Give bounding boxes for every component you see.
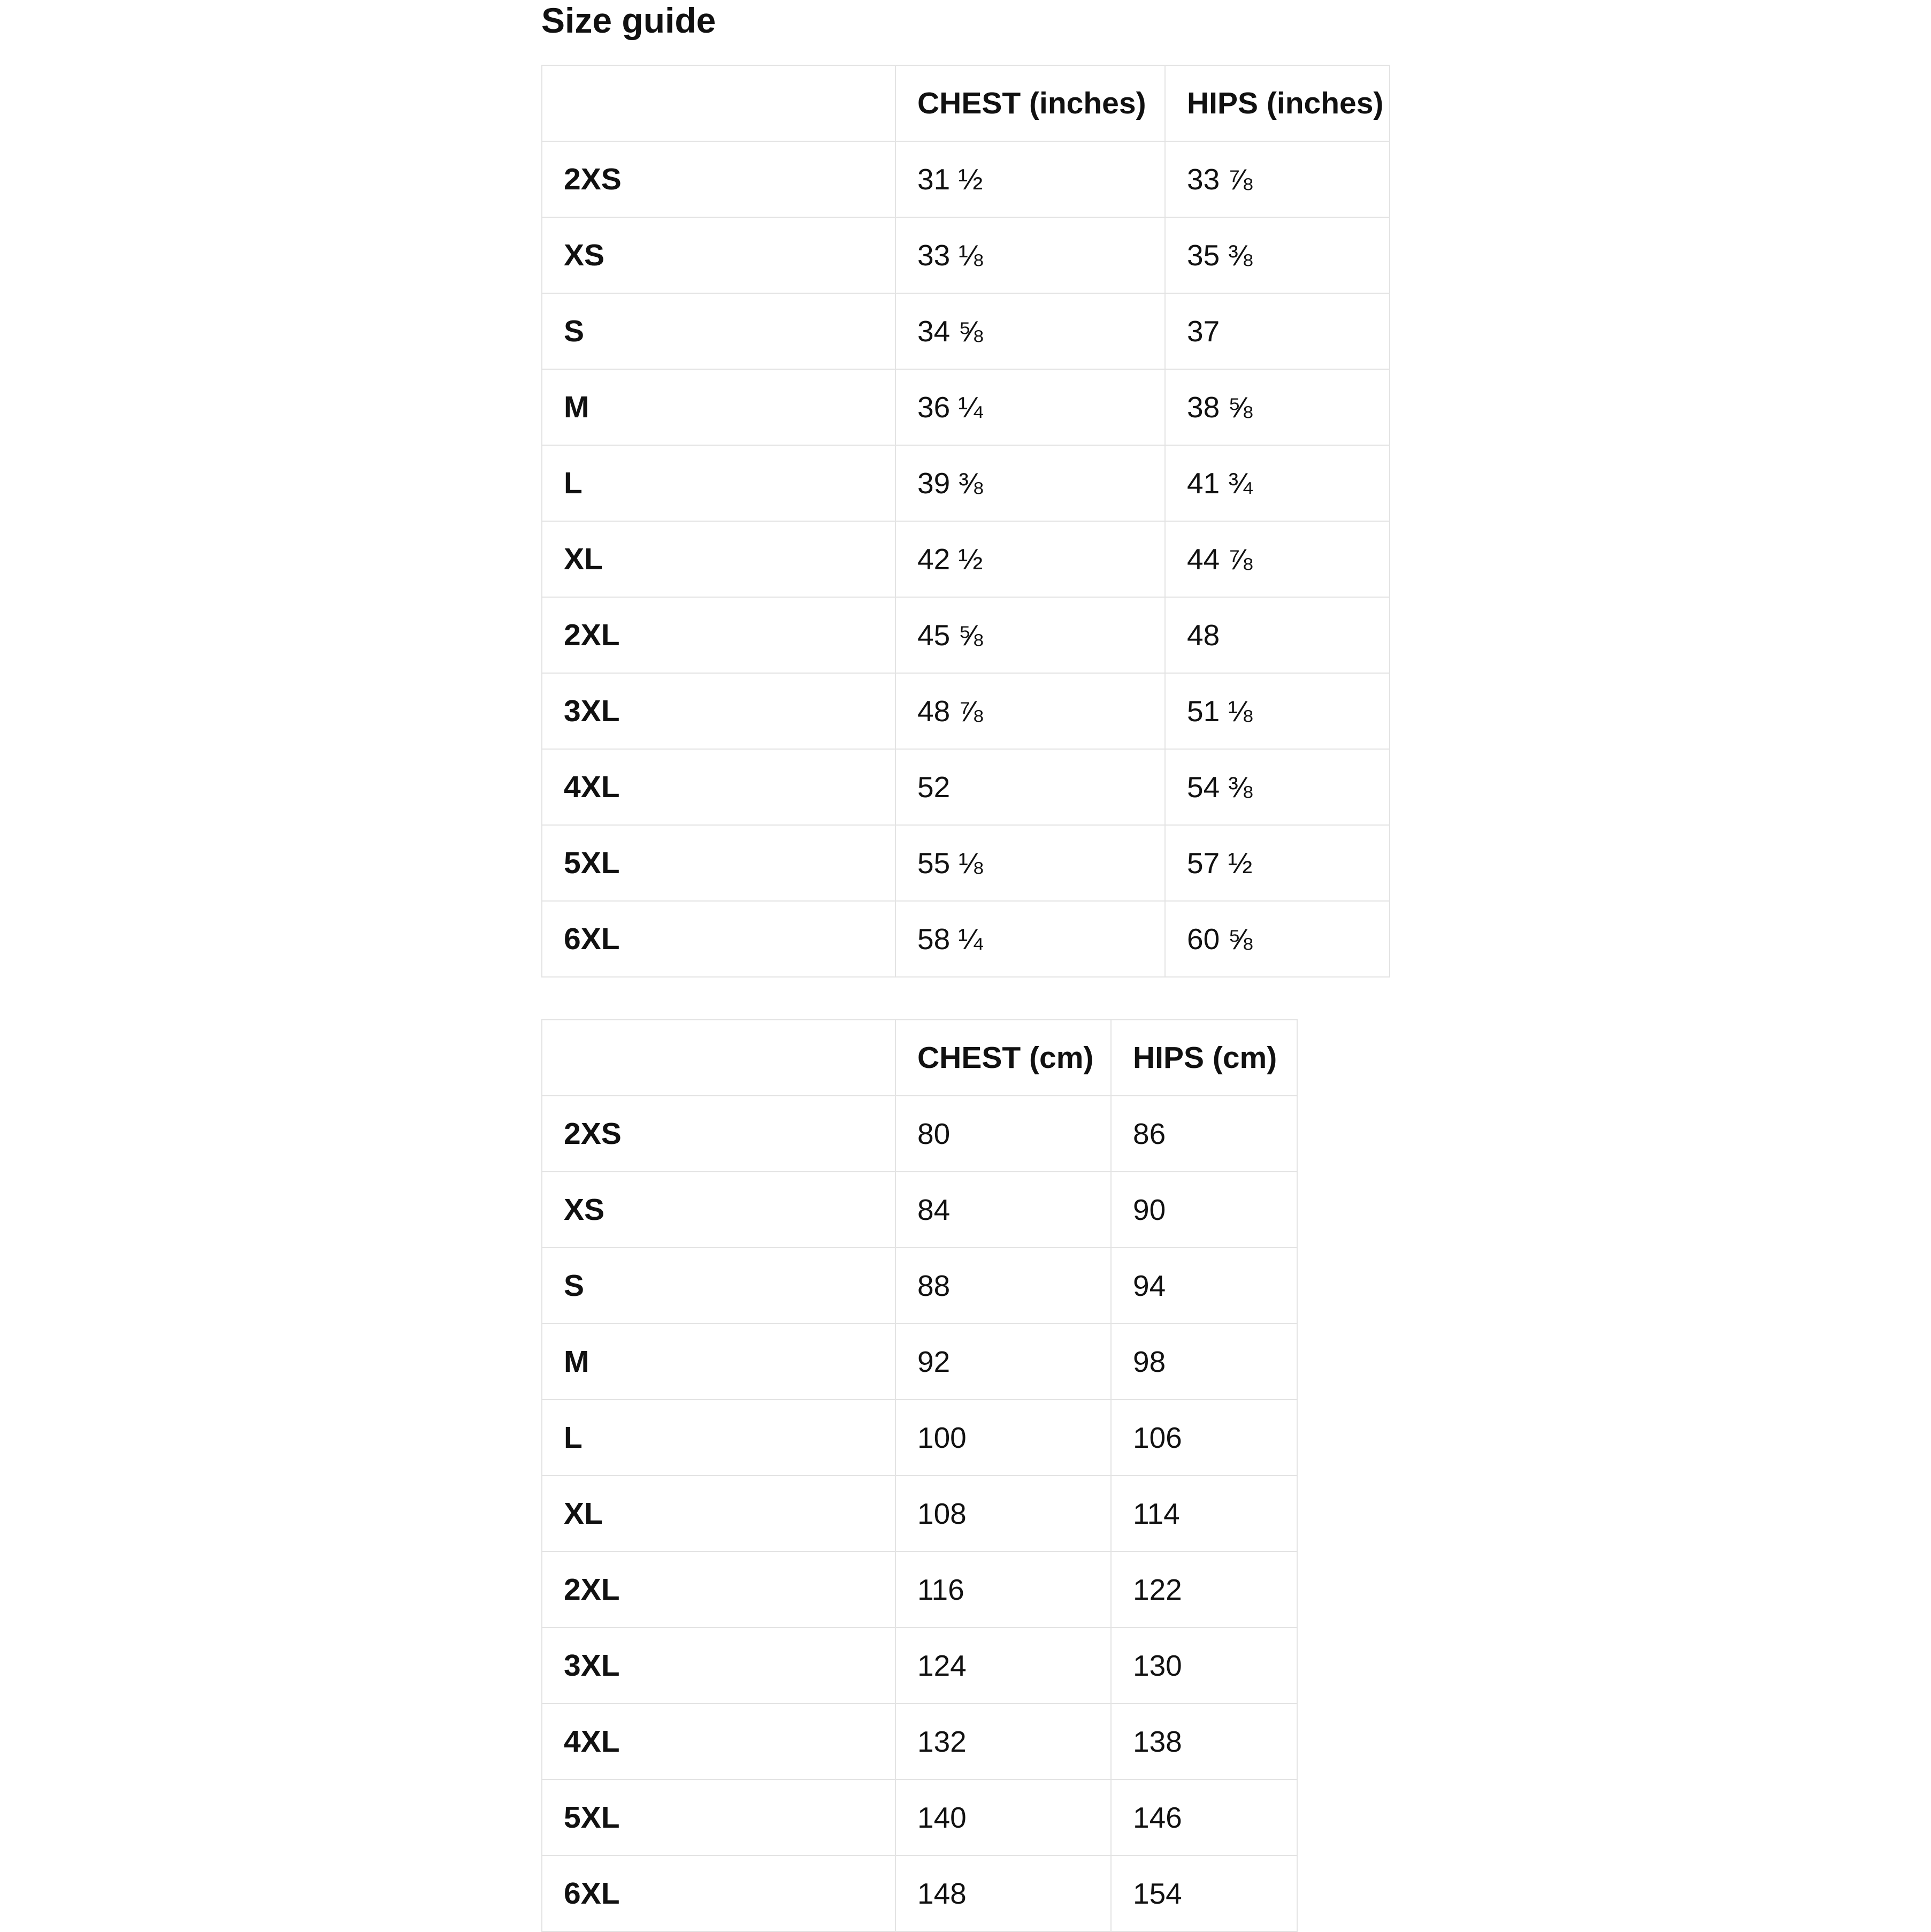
- page-title: Size guide: [541, 1, 716, 40]
- table-row: [542, 901, 1390, 977]
- chest-value-cell: 33 ⅛: [895, 217, 1165, 293]
- column-header-empty: [542, 1020, 895, 1096]
- size-label-cell: L: [542, 1400, 895, 1476]
- chest-value-cell: 48 ⅞: [895, 673, 1165, 749]
- hips-value-cell: 35 ⅜: [1165, 217, 1390, 293]
- table-row: [542, 825, 1390, 901]
- hips-value-cell: 33 ⅞: [1165, 141, 1390, 217]
- hips-value-cell: 122: [1111, 1552, 1297, 1628]
- hips-value-cell: 138: [1111, 1704, 1297, 1780]
- hips-value-cell: 38 ⅝: [1165, 369, 1390, 445]
- table-row: [542, 1248, 1297, 1324]
- size-label-cell: M: [542, 369, 895, 445]
- size-label-cell: 6XL: [542, 1855, 895, 1931]
- table-row: [542, 1552, 1297, 1628]
- size-label-cell: 6XL: [542, 901, 895, 977]
- size-label-cell: XL: [542, 521, 895, 597]
- chest-value-cell: 100: [895, 1400, 1111, 1476]
- table-row: [542, 749, 1390, 825]
- table-row: [542, 1400, 1297, 1476]
- size-label-cell: 2XL: [542, 597, 895, 673]
- chest-value-cell: 140: [895, 1780, 1111, 1855]
- chest-value-cell: 92: [895, 1324, 1111, 1400]
- chest-value-cell: 108: [895, 1476, 1111, 1552]
- hips-value-cell: 41 ¾: [1165, 445, 1390, 521]
- size-label-cell: 2XS: [542, 141, 895, 217]
- chest-value-cell: 39 ⅜: [895, 445, 1165, 521]
- size-table-cm: [541, 1019, 1298, 1932]
- chest-value-cell: 84: [895, 1172, 1111, 1248]
- chest-value-cell: 132: [895, 1704, 1111, 1780]
- header-row: [542, 65, 1390, 141]
- table-row: [542, 1704, 1297, 1780]
- size-label-cell: XS: [542, 217, 895, 293]
- size-label-cell: L: [542, 445, 895, 521]
- header-row: [542, 1020, 1297, 1096]
- size-label-cell: M: [542, 1324, 895, 1400]
- size-label-cell: 5XL: [542, 1780, 895, 1855]
- chest-value-cell: 31 ½: [895, 141, 1165, 217]
- chest-value-cell: 52: [895, 749, 1165, 825]
- hips-value-cell: 48: [1165, 597, 1390, 673]
- hips-value-cell: 44 ⅞: [1165, 521, 1390, 597]
- chest-value-cell: 55 ⅛: [895, 825, 1165, 901]
- column-header-chest-cm: CHEST (cm): [895, 1020, 1111, 1096]
- size-label-cell: XL: [542, 1476, 895, 1552]
- hips-value-cell: 154: [1111, 1855, 1297, 1931]
- size-label-cell: 3XL: [542, 1628, 895, 1704]
- hips-value-cell: 57 ½: [1165, 825, 1390, 901]
- chest-value-cell: 88: [895, 1248, 1111, 1324]
- hips-value-cell: 90: [1111, 1172, 1297, 1248]
- size-label-cell: 4XL: [542, 749, 895, 825]
- hips-value-cell: 86: [1111, 1096, 1297, 1172]
- size-label-cell: XS: [542, 1172, 895, 1248]
- table-row: [542, 293, 1390, 369]
- chest-value-cell: 45 ⅝: [895, 597, 1165, 673]
- size-label-cell: S: [542, 1248, 895, 1324]
- table-row: [542, 445, 1390, 521]
- size-label-cell: 2XL: [542, 1552, 895, 1628]
- hips-value-cell: 94: [1111, 1248, 1297, 1324]
- size-label-cell: 5XL: [542, 825, 895, 901]
- table-row: [542, 141, 1390, 217]
- table-row: [542, 521, 1390, 597]
- size-label-cell: 4XL: [542, 1704, 895, 1780]
- chest-value-cell: 58 ¼: [895, 901, 1165, 977]
- size-label-cell: S: [542, 293, 895, 369]
- table-row: [542, 1476, 1297, 1552]
- hips-value-cell: 146: [1111, 1780, 1297, 1855]
- size-label-cell: 3XL: [542, 673, 895, 749]
- table-row: [542, 1324, 1297, 1400]
- chest-value-cell: 124: [895, 1628, 1111, 1704]
- chest-value-cell: 42 ½: [895, 521, 1165, 597]
- hips-value-cell: 130: [1111, 1628, 1297, 1704]
- column-header-hips-cm: HIPS (cm): [1111, 1020, 1297, 1096]
- table-row: [542, 369, 1390, 445]
- table-row: [542, 1628, 1297, 1704]
- size-table-inches: [541, 65, 1390, 978]
- table-row: [542, 1172, 1297, 1248]
- chest-value-cell: 116: [895, 1552, 1111, 1628]
- table-row: [542, 1855, 1297, 1931]
- hips-value-cell: 60 ⅝: [1165, 901, 1390, 977]
- chest-value-cell: 80: [895, 1096, 1111, 1172]
- chest-value-cell: 34 ⅝: [895, 293, 1165, 369]
- hips-value-cell: 106: [1111, 1400, 1297, 1476]
- hips-value-cell: 37: [1165, 293, 1390, 369]
- table-row: [542, 1780, 1297, 1855]
- chest-value-cell: 36 ¼: [895, 369, 1165, 445]
- table-row: [542, 217, 1390, 293]
- table-row: [542, 597, 1390, 673]
- hips-value-cell: 98: [1111, 1324, 1297, 1400]
- table-row: [542, 1096, 1297, 1172]
- table-row: [542, 673, 1390, 749]
- column-header-chest-inches: CHEST (inches): [895, 65, 1165, 141]
- size-guide-section: [541, 0, 1390, 1932]
- hips-value-cell: 114: [1111, 1476, 1297, 1552]
- hips-value-cell: 51 ⅛: [1165, 673, 1390, 749]
- column-header-hips-inches: HIPS (inches): [1165, 65, 1390, 141]
- size-label-cell: 2XS: [542, 1096, 895, 1172]
- column-header-empty: [542, 65, 895, 141]
- chest-value-cell: 148: [895, 1855, 1111, 1931]
- hips-value-cell: 54 ⅜: [1165, 749, 1390, 825]
